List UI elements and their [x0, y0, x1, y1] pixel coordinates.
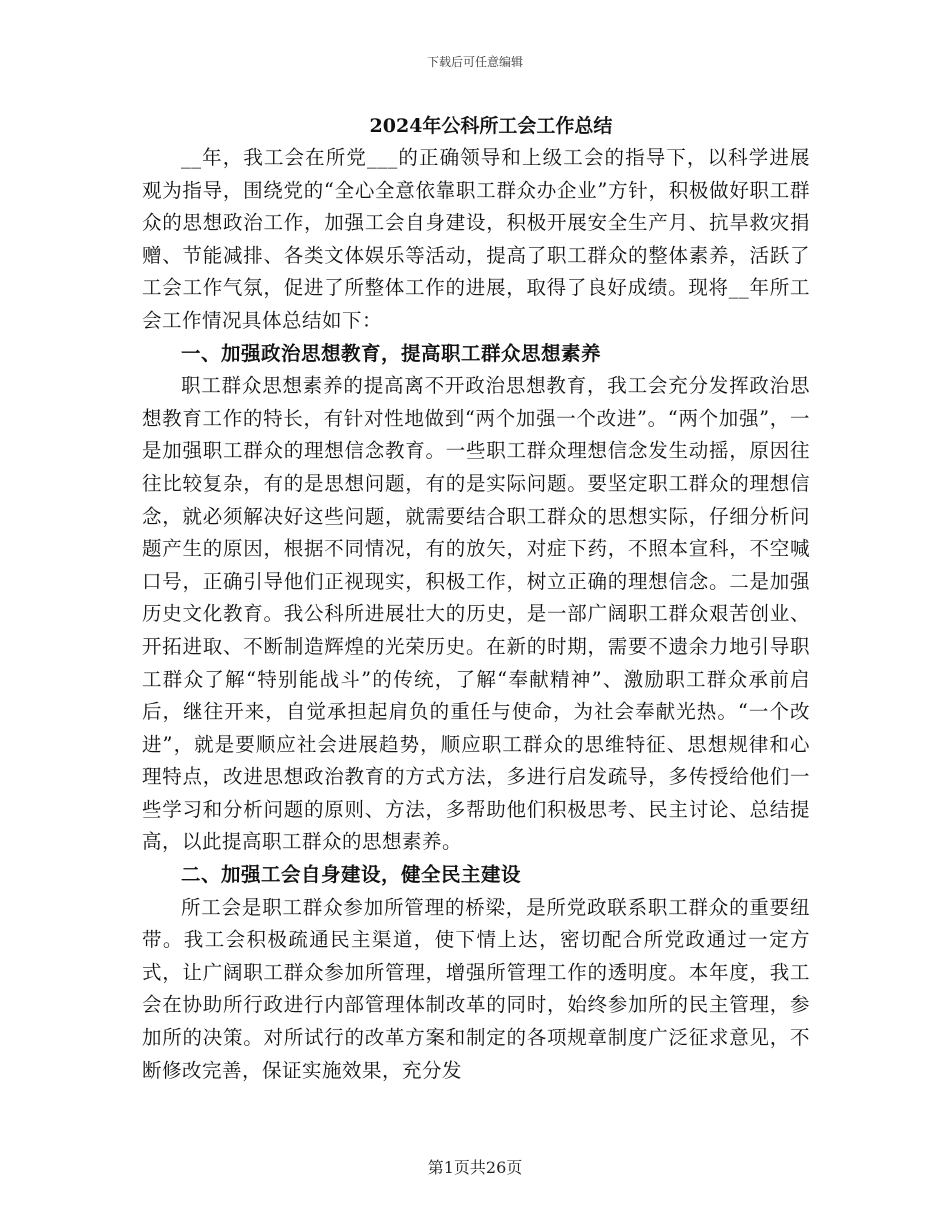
intro-paragraph: __年，我工会在所党___的正确领导和上级工会的指导下，以科学进展观为指导，围绕党的“全心全意依靠职工群众办企业”方针，积极做好职工群众的思想政治工作，加强工会自身建设，积极开展安全生产月、抗旱救灾捐赠、节能减排、各类文体娱乐等活动，提高了职工群众的整体素养，活跃了工会工作气氛，促进了所整体工作的进展，取得了良好成绩。现将__年所工会工作情况具体总结如下：: [142, 146, 810, 332]
document-content: [142, 110, 810, 1087]
header-note: 下载后可任意编辑: [426, 55, 523, 69]
document-title: 2024年公科所工会工作总结: [369, 115, 613, 137]
section-2-body: 所工会是职工群众参加所管理的桥梁，是所党政联系职工群众的重要纽带。我工会积极疏通民主渠道，使下情上达，密切配合所党政通过一定方式，让广阔职工群众参加所管理，增强所管理工作的透明度。本年度，我工会在协助所行政进行内部管理体制改革的同时，始终参加所的民主管理，参加所的决策。对所试行的改革方案和制定的各项规章制度广泛征求意见，不断修改完善，保证实施效果，充分发: [142, 895, 810, 1082]
section-1-heading: 一、加强政治思想教育，提高职工群众思想素养: [181, 341, 602, 365]
page-indicator: 第1页共26页: [427, 1158, 523, 1177]
section-2-heading: 二、加强工会自身建设，健全民主建设: [181, 863, 522, 887]
section-1-body: 职工群众思想素养的提高离不开政治思想教育，我工会充分发挥政治思想教育工作的特长，有针对性地做到“两个加强一个改进”。“两个加强”，一是加强职工群众的理想信念教育。一些职工群众理想信念发生动摇，原因往往比较复杂，有的是思想问题，有的是实际问题。要坚定职工群众的理想信念，就必须解决好这些问题，就需要结合职工群众的思想实际，仔细分析问题产生的原因，根据不同情况，有的放矢，对症下药，不照本宣科，不空喊口号，正确引导他们正视现实，积极工作，树立正确的理想信念。二是加强历史文化教育。我公科所进展壮大的历史，是一部广阔职工群众艰苦创业、开拓进取、不断制造辉煌的光荣历史。在新的时期，需要不遗余力地引导职工群众了解“特别能战斗”的传统，了解“奉献精神”、激励职工群众承前启后，继往开来，自觉承担起肩负的重任与使命，为社会奉献光热。“一个改进”，就是要顺应社会进展趋势，顺应职工群众的思维特征、思想规律和心理特点，改进思想政治教育的方式方法，多进行启发疏导，多传授给他们一些学习和分析问题的原则、方法，多帮助他们积极思考、民主讨论、总结提高，以此提高职工群众的思想素养。: [142, 374, 810, 854]
